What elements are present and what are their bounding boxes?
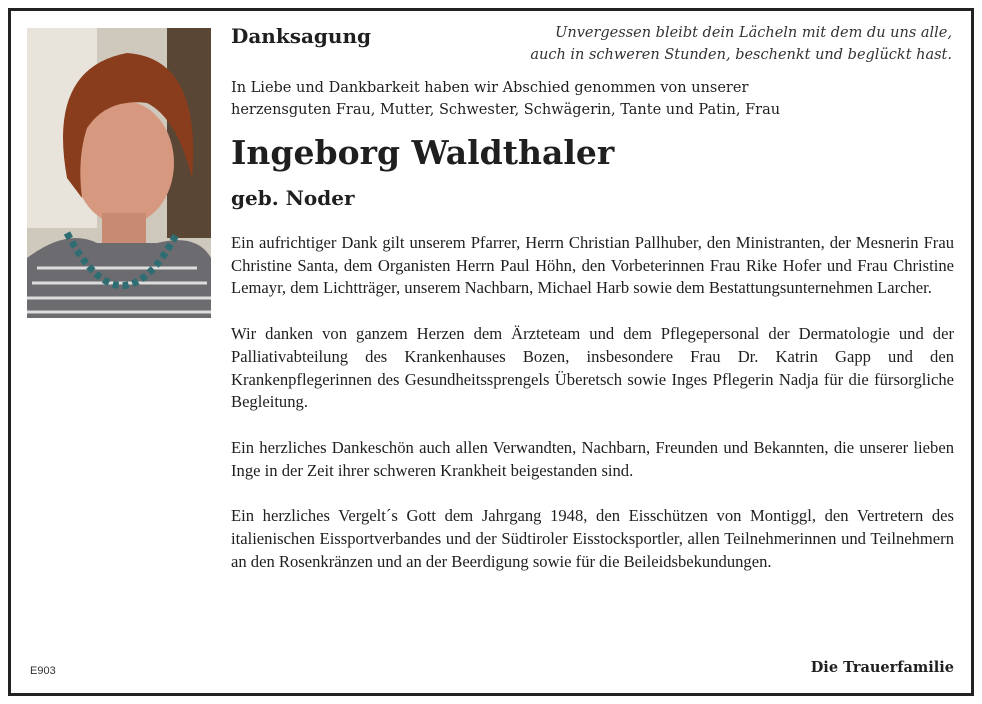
- signature: Die Trauerfamilie: [810, 659, 954, 676]
- thanks-paragraph: Ein aufrichtiger Dank gilt unserem Pfarrer, Herrn Christian Pallhuber, den Ministranten, der Mesnerin Frau Christine Santa, dem Organisten Herrn Paul Höhn, den Vorbeterinnen Frau Rike Hofer und Frau Christine Lemayr, dem Lichtträger, unserem Nachbarn, Michael Harb sowie dem Bestattungsunternehmen Larcher.: [231, 233, 954, 298]
- motto-line: auch in schweren Stunden, beschenkt und beglückt hast.: [530, 47, 952, 63]
- motto-quote: [530, 22, 952, 66]
- thanks-paragraph: Ein herzliches Dankeschön auch allen Verwandten, Nachbarn, Freunden und Bekannten, die unserer lieben Inge in der Zeit ihrer schweren Krankheit beigestanden sind.: [231, 437, 954, 480]
- thanks-paragraph: Wir danken von ganzem Herzen dem Ärzteteam und dem Pflegepersonal der Dermatologie und der Palliativabteilung des Krankenhauses Bozen, insbesondere Frau Dr. Katrin Gapp und den Krankenpflegerinnen des Gesundheitssprengels Überetsch sowie Inges Pflegerin Nadja für die fürsorgliche Begleitung.: [231, 324, 954, 412]
- thanks-paragraph: Ein herzliches Vergelt´s Gott dem Jahrgang 1948, den Eisschützen von Montiggl, den Vertretern des italienischen Eissportverbandes und der Südtiroler Eisstocksportler, allen Teilnehmerinnen und Teilnehmern an den Rosenkränzen und an der Beerdigung sowie für die Beileidsbekundungen.: [231, 506, 954, 571]
- notice-title: Danksagung: [231, 24, 371, 48]
- portrait-illustration: [27, 28, 211, 318]
- deceased-name: Ingeborg Waldthaler: [231, 133, 615, 172]
- motto-line: Unvergessen bleibt dein Lächeln mit dem du uns alle,: [555, 25, 952, 41]
- portrait-photo: [27, 28, 211, 318]
- intro-text: [231, 77, 831, 121]
- intro-line: In Liebe und Dankbarkeit haben wir Abschied genommen von unserer: [231, 80, 749, 96]
- notice-code: E903: [30, 665, 56, 677]
- intro-line: herzensguten Frau, Mutter, Schwester, Schwägerin, Tante und Patin, Frau: [231, 102, 781, 118]
- maiden-name: geb. Noder: [231, 186, 355, 210]
- thanks-body: [231, 232, 954, 596]
